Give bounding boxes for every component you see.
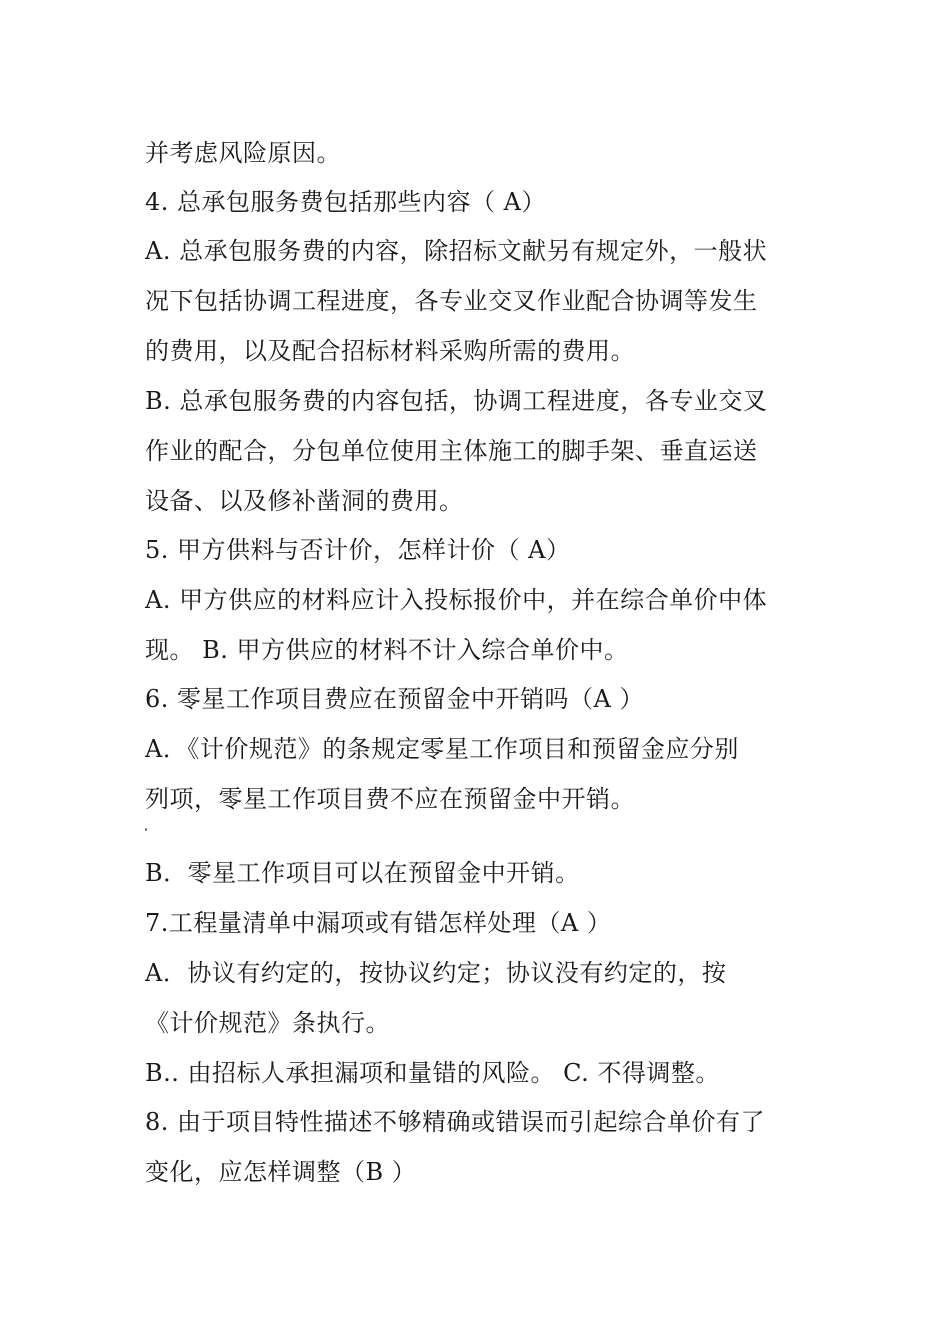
option-6a-line-1: A．《计价规范》的条规定零星工作项目和预留金应分别	[145, 735, 739, 763]
option-4b-line-2: 作业的配合，分包单位使用主体施工的脚手架、垂直运送	[145, 437, 758, 465]
question-4: 4. 总承包服务费包括那些内容（ A）	[145, 188, 546, 216]
option-4b-line-1: B. 总承包服务费的内容包括，协调工程进度，各专业交叉	[145, 387, 768, 415]
option-7a-line-2: 《计价规范》条执行。	[145, 1009, 390, 1037]
option-4a-line-3: 的费用，以及配合招标材料采购所需的费用。	[145, 337, 635, 365]
question-5: 5. 甲方供料与否计价，怎样计价（ A）	[145, 536, 571, 564]
question-6: 6. 零星工作项目费应在预留金中开销吗（A ）	[145, 685, 644, 713]
question-7: 7.工程量清单中漏项或有错怎样处理（A ）	[145, 909, 612, 937]
option-4a-line-2: 况下包括协调工程进度，各专业交叉作业配合协调等发生	[145, 287, 758, 315]
option-6b: B．零星工作项目可以在预留金中开销。	[145, 859, 580, 887]
stray-mark	[145, 828, 147, 831]
option-4b-line-3: 设备、以及修补凿洞的费用。	[145, 487, 464, 515]
question-8-line-1: 8. 由于项目特性描述不够精确或错误而引起综合单价有了	[145, 1108, 766, 1136]
option-5a-5b-line: 现。 B. 甲方供应的材料不计入综合单价中。	[145, 636, 629, 664]
option-7b-7c-line: B.. 由招标人承担漏项和量错的风险。 C. 不得调整。	[145, 1059, 720, 1087]
option-7a-line-1: A．协议有约定的，按协议约定；协议没有约定的，按	[145, 959, 727, 987]
option-4a-line-1: A. 总承包服务费的内容，除招标文献另有规定外，一般状	[145, 237, 768, 265]
text-line: 并考虑风险原因。	[145, 139, 341, 167]
option-6a-line-2: 列项，零星工作项目费不应在预留金中开销。	[145, 785, 635, 813]
option-5a-line-1: A. 甲方供应的材料应计入投标报价中，并在综合单价中体	[145, 586, 768, 614]
question-8-line-2: 变化，应怎样调整（B ）	[145, 1158, 417, 1186]
